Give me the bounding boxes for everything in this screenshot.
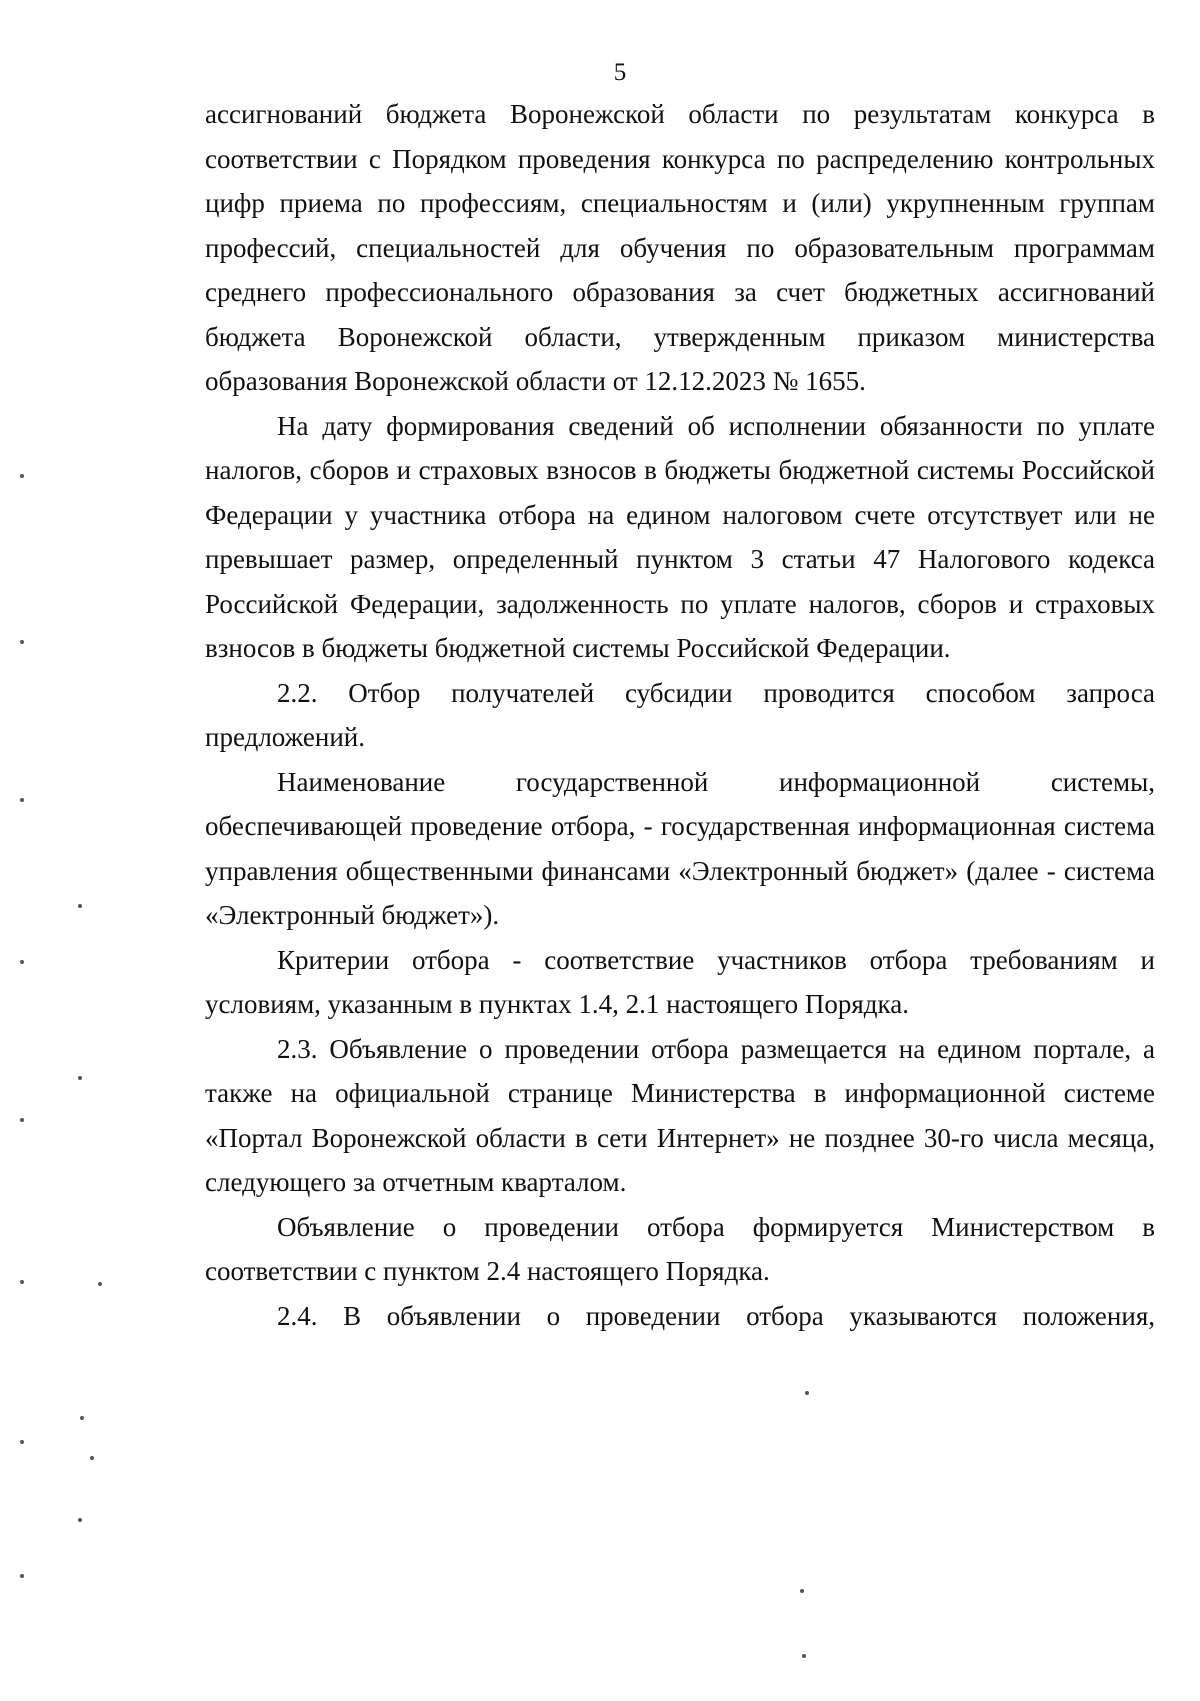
scan-artifact [78, 1076, 82, 1080]
scan-artifact [20, 474, 24, 478]
scan-artifact [802, 1654, 806, 1658]
scan-artifact [20, 640, 24, 644]
scan-artifact [20, 798, 24, 802]
scan-artifact [800, 1589, 804, 1593]
scan-artifact [20, 960, 24, 964]
scan-artifact [90, 1456, 94, 1460]
paragraph-info-system: Наименование государственной информационной системы, обеспечивающей проведение отбора, - государственная информационная система управления общественными финансами «Электронный бюджет» (далее - система «Электронный бюджет»). [205, 766, 1155, 930]
paragraph-criteria: Критерии отбора - соответствие участников отбора требованиям и условиям, указанным в пунктах 1.4, 2.1 настоящего Порядка. [205, 944, 1155, 1019]
paragraph-clause-2-2: 2.2. Отбор получателей субсидии проводится способом запроса предложений. [205, 677, 1155, 752]
scan-artifact [20, 1118, 24, 1122]
scan-artifact [98, 1282, 102, 1286]
paragraph-tax-obligation: На дату формирования сведений об исполнении обязанности по уплате налогов, сборов и страховых взносов в бюджеты бюджетной системы Российской Федерации у участника отбора на едином налоговом счете отсутствует или не превышает размер, определенный пунктом 3 статьи 47 Налогового кодекса Российской Федерации, задолженность по уплате налогов, сборов и страховых взносов в бюджеты бюджетной системы Российской Федерации. [205, 410, 1155, 663]
paragraph-clause-2-3: 2.3. Объявление о проведении отбора размещается на едином портале, а также на официальной странице Министерства в информационной системе «Портал Воронежской области в сети Интернет» не позднее 30-го числа месяца, следующего за отчетным кварталом. [205, 1033, 1155, 1197]
page-number: 5 [613, 59, 627, 86]
scan-artifact [20, 1280, 24, 1284]
scan-artifact [805, 1391, 809, 1395]
scan-artifact [80, 1416, 84, 1420]
paragraph-announcement-formed: Объявление о проведении отбора формируется Министерством в соответствии с пунктом 2.4 настоящего Порядка. [205, 1211, 1155, 1286]
scan-artifact [20, 1574, 24, 1578]
document-body [205, 92, 1155, 1338]
scan-artifact [78, 904, 82, 908]
paragraph-continuation: ассигнований бюджета Воронежской области по результатам конкурса в соответствии с Порядком проведения конкурса по распределению контрольных цифр приема по профессиям, специальностям и (или) укрупненным группам профессий, специальностей для обучения по образовательным программам среднего профессионального образования за счет бюджетных ассигнований бюджета Воронежской области, утвержденным приказом министерства образования Воронежской области от 12.12.2023 № 1655. [205, 99, 1155, 396]
scan-artifact [78, 1518, 82, 1522]
paragraph-clause-2-4: 2.4. В объявлении о проведении отбора указываются положения, [277, 1300, 1155, 1331]
scan-artifact [20, 1440, 24, 1444]
